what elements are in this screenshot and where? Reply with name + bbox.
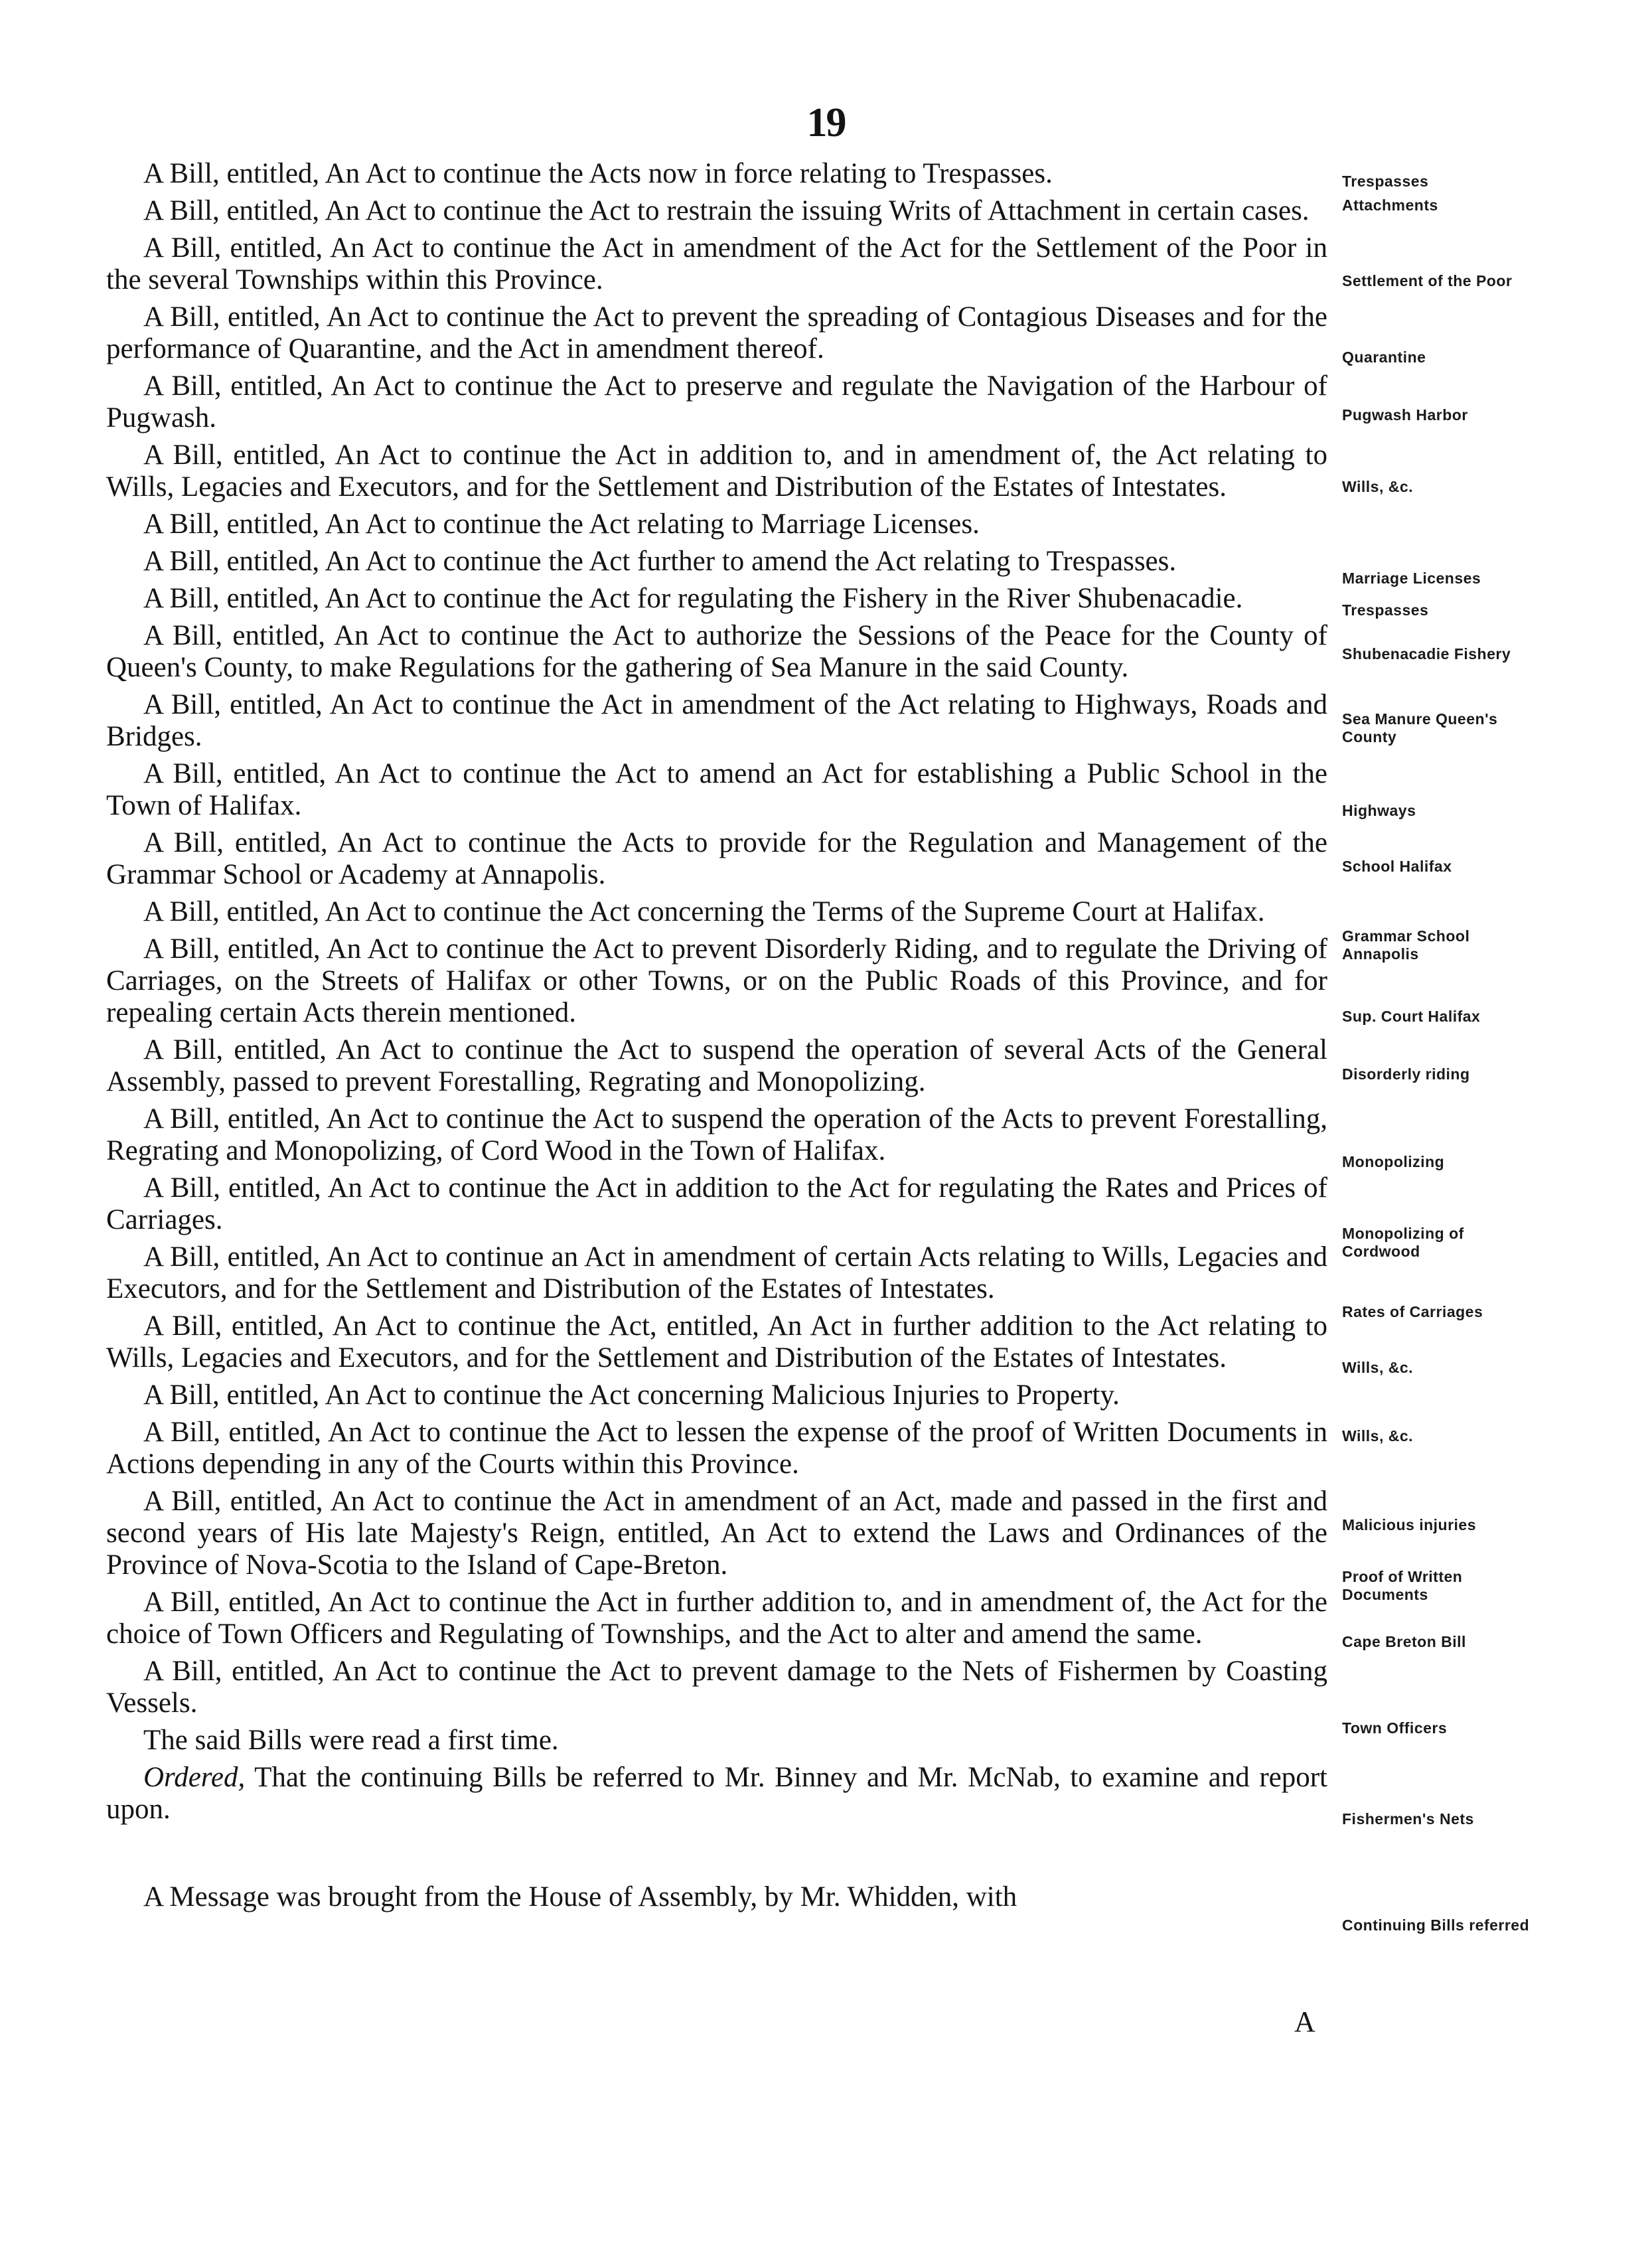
paragraph: A Bill, entitled, An Act to continue the Act in amendment of the Act relating to Highways, Roads and Bridges.	[106, 689, 1327, 752]
paragraph: A Bill, entitled, An Act to continue the Act to authorize the Sessions of the Peace for the County of Queen's County, to make Regulations for the gathering of Sea Manure in the said County.	[106, 620, 1327, 683]
margin-note: Malicious injuries	[1342, 1516, 1476, 1533]
margin-note: Monopolizing	[1342, 1153, 1445, 1170]
margin-note: Disorderly riding	[1342, 1065, 1470, 1083]
paragraph: A Bill, entitled, An Act to continue the Act in addition to, and in amendment of, the Act relating to Wills, Legacies and Executors, and for the Settlement and Distribution of the Estates of Intestates.	[106, 439, 1327, 503]
paragraph: A Bill, entitled, An Act to continue the Act to suspend the operation of the Acts to prevent Forestalling, Regrating and Monopolizing, of Cord Wood in the Town of Halifax.	[106, 1103, 1327, 1166]
paragraph: A Bill, entitled, An Act to continue the Act relating to Marriage Licenses.	[143, 508, 980, 540]
margin-note: Proof of Written Documents	[1342, 1568, 1463, 1603]
message-paragraph: A Message was brought from the House of Assembly, by Mr. Whidden, with	[143, 1881, 1017, 1913]
margin-note: Wills, &c.	[1342, 1359, 1414, 1376]
paragraph: A Bill, entitled, An Act to continue the Act to prevent the spreading of Contagious Diseases and for the performance of Quarantine, and the Act in amendment thereof.	[106, 301, 1327, 364]
ordered-paragraph	[106, 1762, 1327, 1826]
paragraph: A Bill, entitled, An Act to continue the Act concerning the Terms of the Supreme Court at Halifax.	[143, 896, 1265, 927]
margin-note: Grammar School Annapolis	[1342, 927, 1470, 963]
margin-note: Continuing Bills referred	[1342, 1916, 1530, 1934]
paragraph: A Bill, entitled, An Act to continue an Act in amendment of certain Acts relating to Wills, Legacies and Executors, and for the Settlement and Distribution of the Estates of Intestates.	[106, 1241, 1327, 1304]
ordered-lead: Ordered,	[143, 1762, 246, 1793]
paragraph: A Bill, entitled, An Act to continue the Act in further addition to, and in amendment of, the Act for the choice of Town Officers and Regulating of Townships, and the Act to alter and amend the same.	[106, 1587, 1327, 1650]
paragraph: A Bill, entitled, An Act to continue the Act concerning Malicious Injuries to Property.	[143, 1379, 1120, 1411]
ordered-text: That the continuing Bills be referred to Mr. Binney and Mr. McNab, to examine and report upon.	[106, 1762, 1327, 1825]
margin-note: Wills, &c.	[1342, 1427, 1414, 1445]
paragraph: A Bill, entitled, An Act to continue the Act to lessen the expense of the proof of Written Documents in Actions depending in any of the Courts within this Province.	[106, 1417, 1327, 1480]
paragraph: A Bill, entitled, An Act to continue the Act to preserve and regulate the Navigation of the Harbour of Pugwash.	[106, 370, 1327, 433]
paragraph: A Bill, entitled, An Act to continue the Act to prevent Disorderly Riding, and to regulate the Driving of Carriages, on the Streets of Halifax or other Towns, or on the Public Roads of this Province, and for repealing certain Acts therein mentioned.	[106, 933, 1327, 1028]
margin-note: Cape Breton Bill	[1342, 1633, 1466, 1650]
margin-note: Settlement of the Poor	[1342, 272, 1513, 289]
page-number: 19	[806, 100, 846, 145]
margin-note: Marriage Licenses	[1342, 570, 1481, 587]
margin-note: Fishermen's Nets	[1342, 1810, 1474, 1828]
paragraph: The said Bills were read a first time.	[143, 1725, 559, 1756]
paragraph: A Bill, entitled, An Act to continue the Act further to amend the Act relating to Trespasses.	[143, 546, 1177, 577]
margin-note: Shubenacadie Fishery	[1342, 645, 1511, 663]
paragraph: A Bill, entitled, An Act to continue the Act to prevent damage to the Nets of Fishermen by Coasting Vessels.	[106, 1656, 1327, 1719]
paragraph: A Bill, entitled, An Act to continue the Acts to provide for the Regulation and Management of the Grammar School or Academy at Annapolis.	[106, 827, 1327, 890]
margin-note: Attachments	[1342, 196, 1438, 214]
margin-note: Town Officers	[1342, 1719, 1448, 1737]
paragraph: A Bill, entitled, An Act to continue the Act in amendment of an Act, made and passed in the first and second years of His late Majesty's Reign, entitled, An Act to extend the Laws and Ordinances of the Province of Nova-Scotia to the Island of Cape-Breton.	[106, 1486, 1327, 1581]
paragraph: A Bill, entitled, An Act to continue the Acts now in force relating to Trespasses.	[143, 158, 1053, 189]
margin-note: School Halifax	[1342, 858, 1452, 875]
paragraph: A Bill, entitled, An Act to continue the Act to amend an Act for establishing a Public School in the Town of Halifax.	[106, 758, 1327, 821]
margin-note: Trespasses	[1342, 173, 1429, 190]
margin-note: Highways	[1342, 802, 1416, 819]
paragraph: A Bill, entitled, An Act to continue the Act in addition to the Act for regulating the Rates and Prices of Carriages.	[106, 1172, 1327, 1235]
margin-note: Quarantine	[1342, 349, 1426, 366]
margin-note: Rates of Carriages	[1342, 1303, 1483, 1320]
body-text	[106, 158, 1327, 1918]
paragraph: A Bill, entitled, An Act to continue the Act to restrain the issuing Writs of Attachment in certain cases.	[143, 195, 1310, 226]
paragraph: A Bill, entitled, An Act to continue the Act, entitled, An Act in further addition to the Act relating to Wills, Legacies and Executors, and for the Settlement and Distribution of the Estates of Intestates.	[106, 1310, 1327, 1373]
margin-note: Monopolizing of Cordwood	[1342, 1225, 1464, 1260]
margin-note: Sup. Court Halifax	[1342, 1008, 1481, 1025]
paragraph: A Bill, entitled, An Act to continue the Act for regulating the Fishery in the River Shubenacadie.	[143, 583, 1243, 614]
margin-note: Pugwash Harbor	[1342, 406, 1468, 424]
margin-note: Wills, &c.	[1342, 478, 1414, 495]
paragraph: A Bill, entitled, An Act to continue the Act to suspend the operation of several Acts of the General Assembly, passed to prevent Forestalling, Regrating and Monopolizing.	[106, 1034, 1327, 1097]
margin-note: Trespasses	[1342, 601, 1429, 619]
catchword: A	[1294, 2005, 1315, 2038]
paragraph: A Bill, entitled, An Act to continue the Act in amendment of the Act for the Settlement of the Poor in the several Townships within this Province.	[106, 232, 1327, 295]
margin-note: Sea Manure Queen's County	[1342, 710, 1498, 745]
